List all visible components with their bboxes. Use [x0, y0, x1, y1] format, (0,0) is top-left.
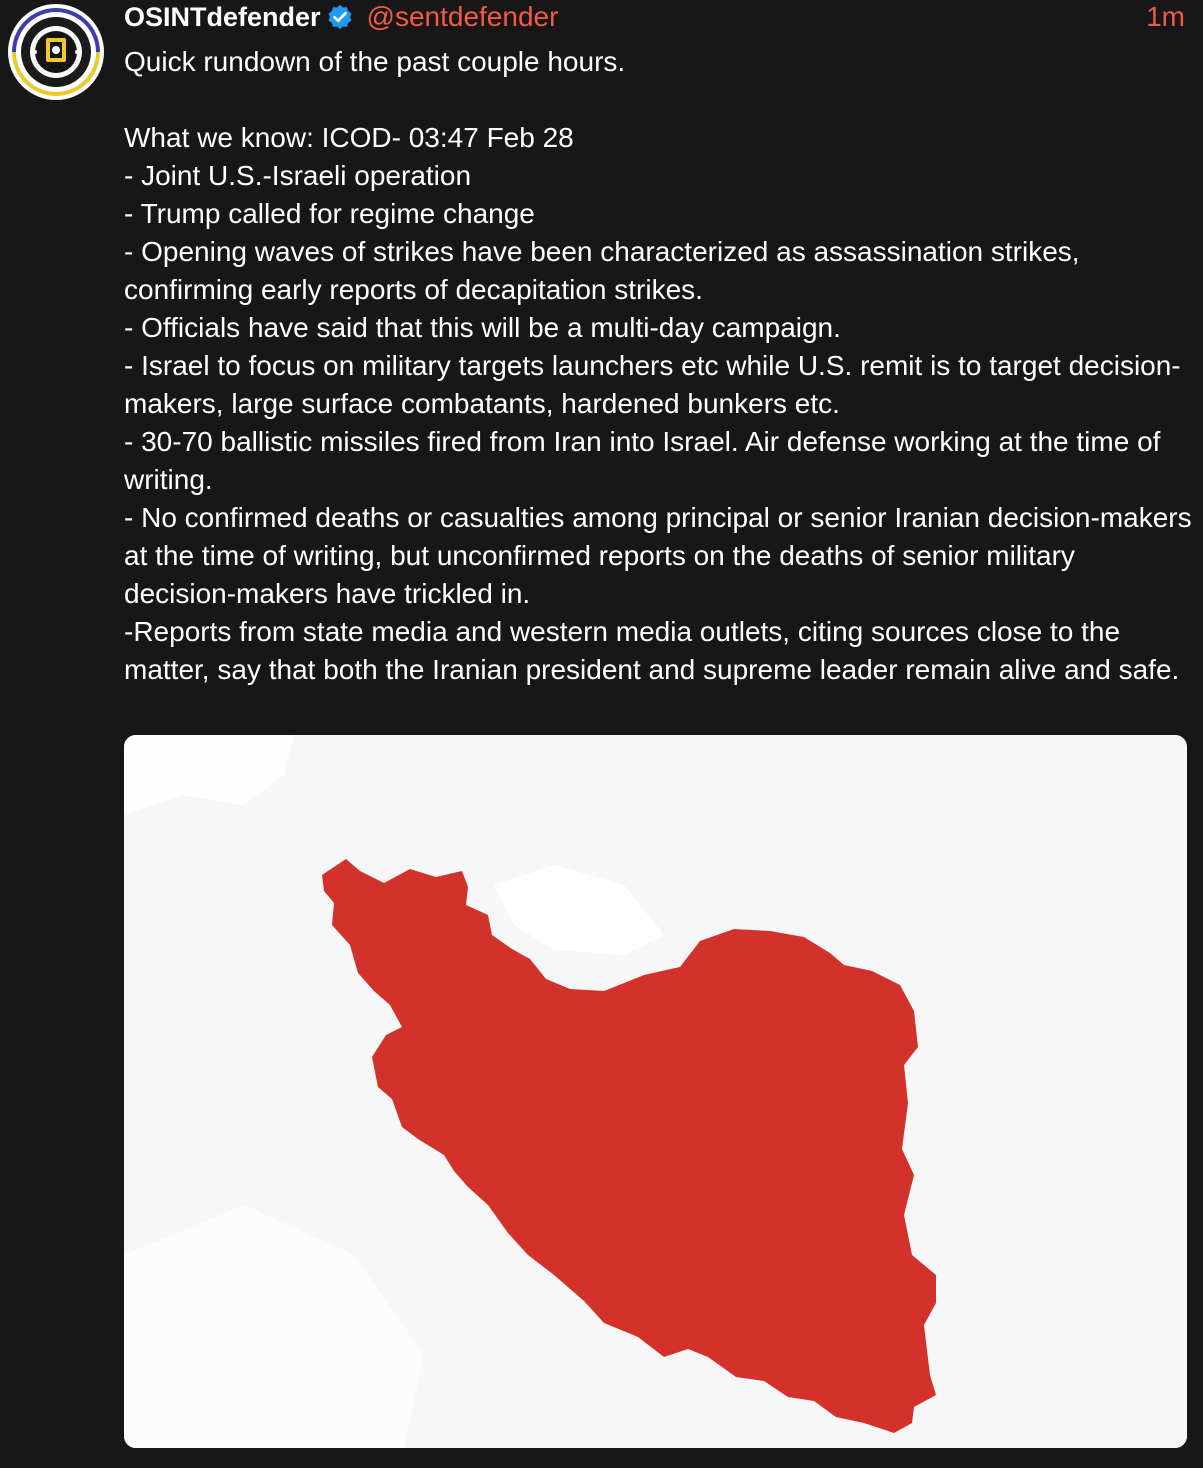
post-body-blank-line: [124, 81, 1194, 119]
post-body-line: - No confirmed deaths or casualties among principal or senior Iranian decision-makers at the time of writing, but unconfirmed reports on the deaths of senior military decision-makers have trickled in.: [124, 502, 1200, 609]
post-body-line: - Joint U.S.-Israeli operation: [124, 160, 472, 191]
avatar[interactable]: [8, 4, 104, 100]
post-body-line: - Israel to focus on military targets launchers etc while U.S. remit is to target decision-makers, large surface combatants, hardened bunkers etc.: [124, 350, 1181, 419]
post-media-map[interactable]: [124, 735, 1187, 1448]
post-body-line: - Trump called for regime change: [124, 198, 535, 229]
osint-defender-logo-icon: [8, 4, 104, 100]
post-timestamp[interactable]: 1m: [1146, 1, 1185, 32]
post-body-line: - 30-70 ballistic missiles fired from Iran into Israel. Air defense working at the time of writing.: [124, 426, 1169, 495]
post-body-line: What we know: ICOD- 03:47 Feb 28: [124, 122, 574, 153]
author-display-name[interactable]: OSINTdefender: [124, 1, 321, 32]
verified-check-icon: [327, 4, 353, 30]
post-body-line: - Opening waves of strikes have been characterized as assassination strikes, confirming early reports of decapitation strikes.: [124, 236, 1088, 305]
author-handle[interactable]: @sentdefender: [366, 1, 559, 32]
post-body-line: - Officials have said that this will be a multi-day campaign.: [124, 312, 841, 343]
post-header: [124, 0, 1185, 34]
post-body: [124, 43, 1200, 689]
iran-map-image: [124, 735, 1187, 1448]
post-body-line: Quick rundown of the past couple hours.: [124, 46, 626, 77]
post-body-line: -Reports from state media and western media outlets, citing sources close to the matter, say that both the Iranian president and supreme leader remain alive and safe.: [124, 616, 1180, 685]
